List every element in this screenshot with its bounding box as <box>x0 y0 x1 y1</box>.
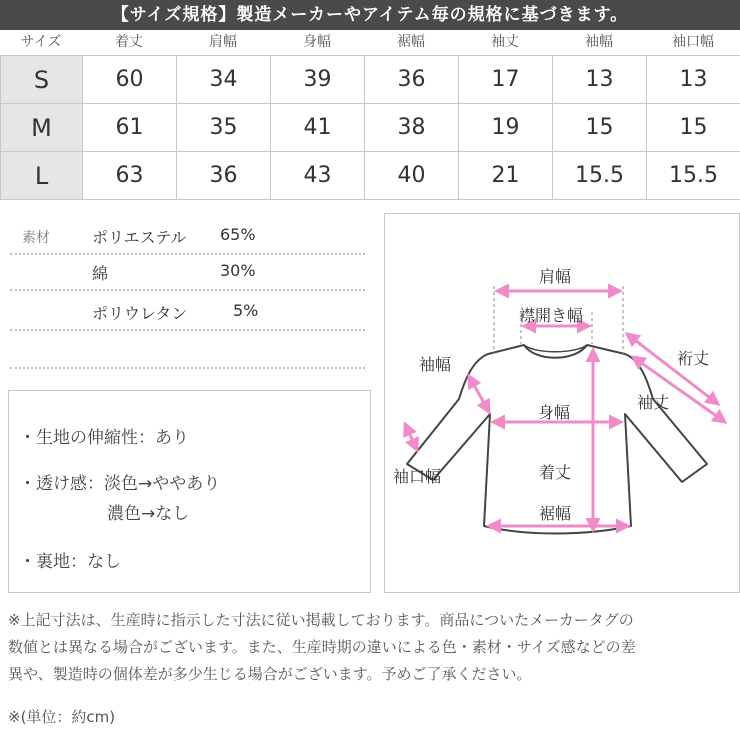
body-width-label: 身幅 <box>538 403 571 422</box>
material-label: 素材 <box>22 230 50 246</box>
material-row <box>10 253 365 291</box>
material-divider <box>10 331 365 369</box>
table-row <box>1 104 740 152</box>
header-shoulder: 肩幅 <box>209 34 237 50</box>
material-pct: 30% <box>220 261 256 280</box>
sheer-note: ・透け感：淡色→ややあり <box>19 474 221 494</box>
table-cell: 15.5 <box>553 152 647 200</box>
table-cell: 17 <box>459 56 553 104</box>
table-cell: 40 <box>365 152 459 200</box>
neck-width-label: 襟開き幅 <box>519 306 584 325</box>
table-cell: 13 <box>553 56 647 104</box>
table-cell: 38 <box>365 104 459 152</box>
material-name: ポリウレタン <box>92 304 188 323</box>
disclaimer-line: 異や、製造時の個体差が多少生じる場合がございます。予めご了承ください。 <box>8 665 532 683</box>
table-cell: 15 <box>647 104 740 152</box>
table-cell: 15.5 <box>647 152 740 200</box>
measurement-diagram <box>384 213 740 593</box>
material-row <box>10 293 365 331</box>
yuki-length-label: 裄丈 <box>677 349 710 368</box>
size-l-cell: L <box>1 152 83 200</box>
header-cuff-width: 袖口幅 <box>672 34 714 50</box>
header-sleeve-width: 袖幅 <box>585 34 613 50</box>
table-cell: 36 <box>177 152 271 200</box>
table-row <box>1 152 740 200</box>
table-row <box>1 56 740 104</box>
table-cell: 35 <box>177 104 271 152</box>
size-spec-banner: 【サイズ規格】製造メーカーやアイテム毎の規格に基づきます。 <box>0 0 740 30</box>
material-name: ポリエステル <box>92 228 187 247</box>
unit-note: ※(単位：約cm) <box>8 708 116 726</box>
material-row <box>10 217 365 255</box>
header-body-width: 身幅 <box>303 34 331 50</box>
body-length-label: 着丈 <box>539 463 572 482</box>
shoulder-width-label: 肩幅 <box>539 267 572 286</box>
table-cell: 61 <box>83 104 177 152</box>
header-sleeve-length: 袖丈 <box>491 34 519 50</box>
fabric-notes-box <box>8 390 371 593</box>
table-cell: 15 <box>553 104 647 152</box>
stretch-note: ・生地の伸縮性：あり <box>19 428 189 448</box>
size-s-cell: S <box>1 56 83 104</box>
material-name: 綿 <box>92 264 109 283</box>
size-table <box>0 55 740 200</box>
table-cell: 36 <box>365 56 459 104</box>
table-cell: 13 <box>647 56 740 104</box>
header-hem-width: 裾幅 <box>397 34 425 50</box>
cuff-width-label: 袖口幅 <box>393 467 442 486</box>
hem-width-label: 裾幅 <box>539 504 572 523</box>
sleeve-width-label: 袖幅 <box>419 355 452 374</box>
lining-note: ・裏地：なし <box>19 552 121 572</box>
table-cell: 41 <box>271 104 365 152</box>
header-size: サイズ <box>20 34 62 50</box>
disclaimer-line: ※上記寸法は、生産時に指示した寸法に従い掲載しております。商品についたメーカータグの <box>8 611 634 629</box>
sheer-note-dark: 濃色→なし <box>107 504 190 524</box>
table-cell: 60 <box>83 56 177 104</box>
sleeve-length-label: 袖丈 <box>637 393 670 412</box>
table-cell: 63 <box>83 152 177 200</box>
size-m-cell: M <box>1 104 83 152</box>
table-cell: 19 <box>459 104 553 152</box>
material-pct: 65% <box>220 225 256 244</box>
table-cell: 34 <box>177 56 271 104</box>
disclaimer-line: 数値とは異なる場合がございます。また、生産時期の違いによる色・素材・サイズ感などの差 <box>8 638 636 656</box>
table-cell: 43 <box>271 152 365 200</box>
table-cell: 21 <box>459 152 553 200</box>
header-length: 着丈 <box>115 34 143 50</box>
material-pct: 5% <box>233 301 259 320</box>
table-cell: 39 <box>271 56 365 104</box>
